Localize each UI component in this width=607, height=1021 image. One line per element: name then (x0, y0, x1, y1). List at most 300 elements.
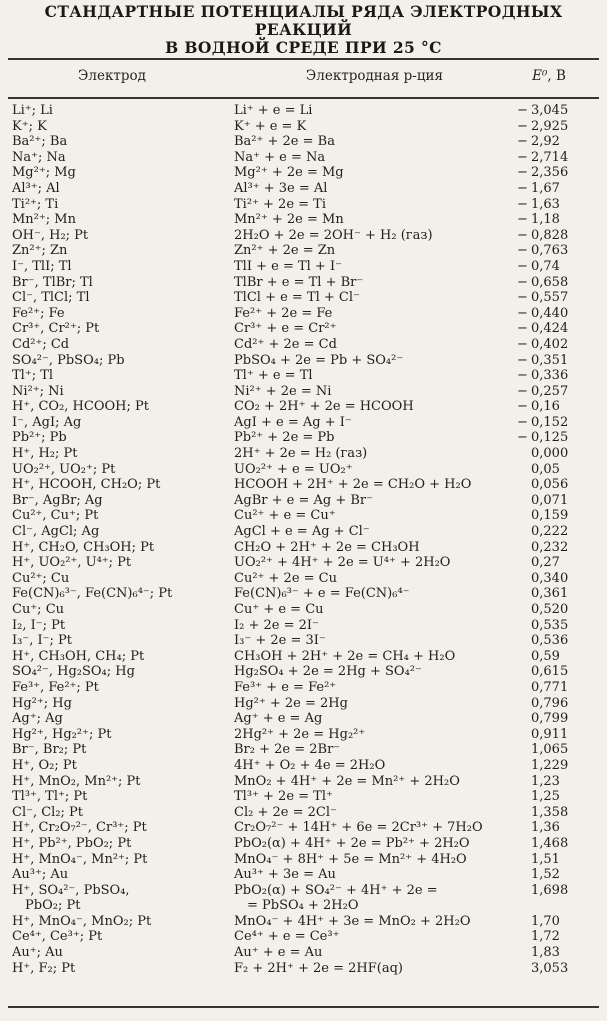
electrode-cell: H⁺, SO₄²⁻, PbSO₄, PbO₂; Pt (12, 882, 130, 914)
potential-cell (517, 820, 599, 836)
table-row (12, 540, 599, 556)
potential-value: 1,25 (531, 789, 560, 805)
reaction-cell: Ti²⁺ + 2e = Ti (234, 196, 327, 212)
potential-cell (517, 212, 599, 228)
reaction-cell: Fe(CN)₆³⁻ + e = Fe(CN)₆⁴⁻ (234, 586, 410, 602)
potential-value: 1,52 (531, 867, 560, 883)
reaction-cell: I₃⁻ + 2e = 3I⁻ (234, 633, 326, 649)
potential-sign: − (517, 196, 528, 212)
reaction-cell: Al³⁺ + 3e = Al (234, 180, 328, 196)
electrode-cell: Br⁻, AgBr; Ag (12, 492, 103, 508)
table-row (12, 477, 599, 493)
potential-value: 0,520 (531, 602, 569, 617)
electrode-cell: I₃⁻, I⁻; Pt (12, 633, 72, 649)
potential-sign: − (517, 134, 528, 150)
potential-cell (517, 711, 599, 727)
table-row (12, 290, 599, 306)
potential-cell (517, 929, 599, 945)
table-row (12, 680, 599, 696)
reaction-cell: Mn²⁺ + 2e = Mn (234, 212, 344, 228)
table-row (12, 493, 599, 509)
potential-sign: − (517, 368, 528, 384)
potential-sign: − (517, 305, 528, 321)
reaction-cell: Na⁺ + e = Na (234, 149, 326, 165)
potential-sign: − (517, 399, 528, 415)
table-row (12, 353, 599, 369)
reaction-cell: Au⁺ + e = Au (234, 945, 323, 961)
potential-value: 0,125 (531, 430, 569, 446)
potential-cell (517, 789, 599, 805)
electrode-cell: Cl⁻, TlCl; Tl (12, 290, 90, 306)
header-potential (503, 68, 595, 84)
reaction-cell: Mg²⁺ + 2e = Mg (234, 165, 344, 181)
potential-cell (517, 275, 599, 291)
electrode-cell: Br⁻, TlBr; Tl (12, 274, 93, 290)
table-row (12, 774, 599, 790)
reaction-cell: Ce⁴⁺ + e = Ce³⁺ (234, 929, 340, 945)
reaction-cell: MnO₄⁻ + 4H⁺ + 3e = MnO₂ + 2H₂O (234, 913, 471, 929)
potential-cell (517, 618, 599, 634)
electrode-cell: SO₄²⁻, Hg₂SO₄; Hg (12, 664, 135, 680)
table-row (12, 368, 599, 384)
potential-value: 0,257 (531, 383, 569, 399)
table-row (12, 664, 599, 680)
table-row (12, 103, 599, 119)
table-row (12, 929, 599, 945)
table-row (12, 197, 599, 213)
table-row (12, 446, 599, 462)
reaction-cell: 2Hg²⁺ + 2e = Hg₂²⁺ (234, 726, 366, 742)
potential-value: 1,358 (531, 804, 569, 820)
potential-sign: − (517, 414, 528, 430)
reaction-cell: AgCl + e = Ag + Cl⁻ (234, 524, 370, 540)
page-title-line2: В ВОДНОЙ СРЕДЕ ПРИ 25 °С (165, 38, 442, 57)
potential-sign: − (517, 165, 528, 181)
potential-cell (517, 555, 599, 571)
potential-value: 0,59 (531, 648, 560, 664)
electrode-cell: Cr³⁺, Cr²⁺; Pt (12, 321, 100, 337)
potential-value: 0,16 (531, 399, 560, 415)
potential-value: 0,351 (531, 352, 569, 368)
potential-value: 0,159 (531, 508, 569, 524)
reaction-cell: Tl⁺ + e = Tl (234, 368, 313, 384)
electrode-cell: Hg²⁺; Hg (12, 695, 72, 711)
reaction-cell: TlI + e = Tl + I⁻ (234, 258, 342, 274)
potential-value: 2,714 (531, 149, 569, 165)
table-row (12, 618, 599, 634)
table-row (12, 306, 599, 322)
table-row (12, 321, 599, 337)
electrode-cell: H⁺, MnO₄⁻, MnO₂; Pt (12, 913, 152, 929)
electrode-cell: Hg²⁺, Hg₂²⁺; Pt (12, 726, 112, 742)
table-row (12, 571, 599, 587)
table-row (12, 337, 599, 353)
reaction-cell: AgBr + e = Ag + Br⁻ (234, 492, 373, 508)
electrode-cell: H⁺, Cr₂O₇²⁻, Cr³⁺; Pt (12, 820, 147, 836)
potential-value: 0,27 (531, 555, 560, 571)
reaction-cell: Cu²⁺ + e = Cu⁺ (234, 508, 336, 524)
table-row (12, 384, 599, 400)
potential-value: 0,056 (531, 477, 569, 493)
potential-cell (517, 368, 599, 384)
potential-cell (517, 134, 599, 150)
electrode-cell: I₂, I⁻; Pt (12, 617, 66, 633)
reaction-cell: Cu²⁺ + 2e = Cu (234, 570, 337, 586)
electrode-cell: H⁺, UO₂²⁺, U⁴⁺; Pt (12, 555, 132, 571)
table-rows (12, 103, 599, 976)
table-row (12, 399, 599, 415)
potential-value: 1,70 (531, 913, 560, 929)
table-row (12, 165, 599, 181)
electrode-cell: Tl⁺; Tl (12, 368, 54, 384)
electrode-cell: Ti²⁺; Ti (12, 196, 59, 212)
potential-value: 0,536 (531, 633, 569, 649)
potential-value: 0,799 (531, 711, 569, 727)
reaction-cell: I₂ + 2e = 2I⁻ (234, 617, 319, 633)
potential-cell (517, 430, 599, 446)
potential-cell (517, 540, 599, 556)
potential-cell (517, 696, 599, 712)
electrode-cell: Cu⁺; Cu (12, 602, 65, 617)
potential-sign: − (517, 258, 528, 274)
page-title-line1: СТАНДАРТНЫЕ ПОТЕНЦИАЛЫ РЯДА ЭЛЕКТРОДНЫХ РЕАКЦИЙ (44, 2, 563, 39)
electrode-cell: Al³⁺; Al (12, 180, 60, 196)
table-row (12, 524, 599, 540)
reaction-cell: Fe²⁺ + 2e = Fe (234, 305, 333, 321)
potential-value: 0,828 (531, 227, 569, 243)
reaction-cell: Cr³⁺ + e = Cr²⁺ (234, 321, 337, 337)
table-row (12, 867, 599, 883)
potential-cell (517, 353, 599, 369)
electrode-cell: Na⁺; Na (12, 149, 66, 165)
reaction-cell: MnO₄⁻ + 8H⁺ + 5e = Mn²⁺ + 4H₂O (234, 851, 467, 867)
reaction-cell: 2H⁺ + 2e = H₂ (газ) (234, 446, 368, 462)
table-row (12, 508, 599, 524)
electrode-cell: I⁻, AgI; Ag (12, 414, 82, 430)
table-row (12, 696, 599, 712)
electrode-cell: SO₄²⁻, PbSO₄; Pb (12, 352, 125, 368)
reaction-cell: 2H₂O + 2e = 2OH⁻ + H₂ (газ) (234, 227, 433, 243)
potential-cell (517, 945, 599, 961)
reaction-cell: Au³⁺ + 3e = Au (234, 867, 336, 883)
table-row (12, 961, 599, 977)
reaction-cell: Ag⁺ + e = Ag (234, 711, 323, 727)
table-row (12, 228, 599, 244)
reaction-cell: Cu⁺ + e = Cu (234, 602, 324, 617)
table-row (12, 711, 599, 727)
electrode-cell: K⁺; K (12, 118, 47, 134)
electrode-cell: H⁺, O₂; Pt (12, 757, 77, 773)
potential-value: 1,72 (531, 929, 560, 945)
electrode-cell: Li⁺; Li (12, 103, 53, 118)
potential-value: 0,05 (531, 461, 560, 477)
electrode-cell: Br⁻, Br₂; Pt (12, 742, 87, 758)
reaction-cell: PbO₂(α) + 4H⁺ + 2e = Pb²⁺ + 2H₂O (234, 835, 470, 851)
reaction-cell: PbSO₄ + 2e = Pb + SO₄²⁻ (234, 352, 404, 368)
potential-value: 0,658 (531, 274, 569, 290)
potential-value: 2,925 (531, 118, 569, 134)
reaction-cell: CH₃OH + 2H⁺ + 2e = CH₄ + H₂O (234, 648, 456, 664)
potential-cell (517, 384, 599, 400)
electrode-cell: H⁺, CH₂O, CH₃OH; Pt (12, 539, 155, 555)
potential-sign: − (517, 180, 528, 196)
electrode-cell: Zn²⁺; Zn (12, 243, 68, 259)
electrode-cell: Cl⁻, AgCl; Ag (12, 524, 100, 540)
potential-sign: − (517, 274, 528, 290)
potential-cell (517, 415, 599, 431)
header-potential-symbol: E⁰ (532, 68, 548, 84)
potential-sign: − (517, 336, 528, 352)
potential-cell (517, 181, 599, 197)
header-potential-unit: , В (547, 68, 566, 84)
potential-cell (517, 103, 599, 119)
potential-cell (517, 852, 599, 868)
potential-value: 0,763 (531, 243, 569, 259)
potential-value: 0,796 (531, 695, 569, 711)
potential-cell (517, 306, 599, 322)
potential-cell (517, 805, 599, 821)
electrode-cell: Cd²⁺; Cd (12, 336, 70, 352)
potential-cell (517, 290, 599, 306)
potential-cell (517, 867, 599, 883)
potential-value: 0,74 (531, 258, 560, 274)
potential-sign: − (517, 118, 528, 134)
electrode-cell: H⁺, CO₂, HCOOH; Pt (12, 399, 149, 415)
electrode-cell: I⁻, TlI; Tl (12, 258, 72, 274)
reaction-cell: Pb²⁺ + 2e = Pb (234, 430, 335, 446)
table-row (12, 212, 599, 228)
reaction-cell: 4H⁺ + O₂ + 4e = 2H₂O (234, 757, 386, 773)
potential-value: 0,152 (531, 414, 569, 430)
potential-value: 0,424 (531, 321, 569, 337)
reaction-cell: Ba²⁺ + 2e = Ba (234, 134, 335, 150)
potential-value: 1,36 (531, 820, 560, 836)
potential-cell (517, 664, 599, 680)
reaction-cell: Hg²⁺ + 2e = 2Hg (234, 695, 348, 711)
reaction-cell: Ni²⁺ + 2e = Ni (234, 383, 332, 399)
table-row (12, 119, 599, 135)
reaction-cell: K⁺ + e = K (234, 118, 307, 134)
potential-cell (517, 243, 599, 259)
electrode-cell: H⁺, MnO₂, Mn²⁺; Pt (12, 773, 141, 789)
potential-cell (517, 228, 599, 244)
potential-cell (517, 836, 599, 852)
electrode-cell: Fe(CN)₆³⁻, Fe(CN)₆⁴⁻; Pt (12, 586, 173, 602)
potential-cell (517, 961, 599, 977)
reaction-cell: Tl³⁺ + 2e = Tl⁺ (234, 789, 333, 805)
potential-cell (517, 462, 599, 478)
table-row (12, 275, 599, 291)
table-row (12, 727, 599, 743)
reaction-cell: TlBr + e = Tl + Br⁻ (234, 274, 364, 290)
potential-value: 1,065 (531, 742, 569, 758)
potential-cell (517, 758, 599, 774)
potential-cell (517, 508, 599, 524)
potential-cell (517, 119, 599, 135)
potential-cell (517, 914, 599, 930)
electrode-cell: Mg²⁺; Mg (12, 165, 76, 181)
table-bottom-rule (8, 1006, 599, 1008)
table-row (12, 243, 599, 259)
table-row (12, 742, 599, 758)
potential-value: 0,440 (531, 305, 569, 321)
potential-sign: − (517, 243, 528, 259)
electrode-cell: H⁺, H₂; Pt (12, 446, 78, 462)
reaction-cell: Cd²⁺ + 2e = Cd (234, 336, 337, 352)
potential-value: 1,51 (531, 851, 560, 867)
potential-value: 0,911 (531, 726, 569, 742)
header-electrode: Электрод (78, 68, 146, 84)
table-row (12, 134, 599, 150)
potential-cell (517, 586, 599, 602)
reaction-cell: CO₂ + 2H⁺ + 2e = HCOOH (234, 399, 414, 415)
table-row (12, 633, 599, 649)
potential-cell (517, 446, 599, 462)
potential-cell (517, 524, 599, 540)
table-row (12, 883, 599, 914)
electrode-cell: Cu²⁺, Cu⁺; Pt (12, 508, 99, 524)
table-row (12, 259, 599, 275)
electrode-cell: Au⁺; Au (12, 945, 63, 961)
potential-cell (517, 477, 599, 493)
potential-value: 3,053 (531, 960, 569, 976)
potential-value: 0,336 (531, 368, 569, 384)
table-row (12, 586, 599, 602)
potential-cell (517, 602, 599, 618)
reaction-cell: Fe³⁺ + e = Fe²⁺ (234, 679, 337, 695)
electrode-cell: H⁺, F₂; Pt (12, 960, 76, 976)
electrode-cell: Fe²⁺; Fe (12, 305, 65, 321)
reaction-cell: Cl₂ + 2e = 2Cl⁻ (234, 804, 337, 820)
reaction-cell: Hg₂SO₄ + 2e = 2Hg + SO₄²⁻ (234, 664, 422, 680)
potential-sign: − (517, 149, 528, 165)
electrode-cell: H⁺, CH₃OH, CH₄; Pt (12, 648, 145, 664)
potential-cell (517, 150, 599, 166)
potential-cell (517, 165, 599, 181)
table-row (12, 789, 599, 805)
potential-cell (517, 727, 599, 743)
electrode-cell: Cl⁻, Cl₂; Pt (12, 804, 84, 820)
table-row (12, 415, 599, 431)
electrode-cell: Mn²⁺; Mn (12, 212, 76, 228)
potential-value: 0,535 (531, 617, 569, 633)
table-row (12, 852, 599, 868)
potential-value: 0,222 (531, 524, 569, 540)
table-row (12, 150, 599, 166)
electrode-cell: Ag⁺; Ag (12, 711, 63, 727)
electrode-cell: Fe³⁺, Fe²⁺; Pt (12, 679, 99, 695)
table-row (12, 430, 599, 446)
potential-cell (517, 633, 599, 649)
potential-value: 0,557 (531, 290, 569, 306)
page-title (0, 3, 607, 57)
reaction-cell: Zn²⁺ + 2e = Zn (234, 243, 336, 259)
reaction-cell: Li⁺ + e = Li (234, 103, 313, 118)
potential-value: 1,698 (531, 882, 569, 898)
potential-value: 1,18 (531, 212, 560, 228)
table-row (12, 181, 599, 197)
potential-cell (517, 680, 599, 696)
table-row (12, 820, 599, 836)
potential-cell (517, 742, 599, 758)
header-reaction: Электродная р-ция (305, 68, 444, 84)
potential-sign: − (517, 103, 528, 118)
potential-value: 0,000 (531, 446, 569, 462)
table-row (12, 945, 599, 961)
potential-sign: − (517, 352, 528, 368)
potential-cell (517, 571, 599, 587)
potential-value: 1,67 (531, 180, 560, 196)
electrode-cell: H⁺, HCOOH, CH₂O; Pt (12, 477, 161, 493)
electrode-cell: Ce⁴⁺, Ce³⁺; Pt (12, 929, 103, 945)
table-row (12, 602, 599, 618)
reaction-cell: AgI + e = Ag + I⁻ (234, 414, 352, 430)
table-row (12, 649, 599, 665)
reaction-cell: UO₂²⁺ + 4H⁺ + 2e = U⁴⁺ + 2H₂O (234, 555, 451, 571)
reaction-cell: Br₂ + 2e = 2Br⁻ (234, 742, 341, 758)
potential-cell (517, 197, 599, 213)
electrode-cell: Au³⁺; Au (12, 867, 69, 883)
reaction-cell: HCOOH + 2H⁺ + 2e = CH₂O + H₂O (234, 477, 472, 493)
table-row (12, 805, 599, 821)
potential-sign: − (517, 321, 528, 337)
reaction-cell: MnO₂ + 4H⁺ + 2e = Mn²⁺ + 2H₂O (234, 773, 460, 789)
potential-cell (517, 774, 599, 790)
electrode-cell: UO₂²⁺, UO₂⁺; Pt (12, 461, 116, 477)
potential-value: 1,229 (531, 757, 569, 773)
potential-value: 0,232 (531, 539, 569, 555)
reaction-cell: TlCl + e = Tl + Cl⁻ (234, 290, 360, 306)
electrode-cell: Pb²⁺; Pb (12, 430, 67, 446)
potential-cell (517, 399, 599, 415)
reaction-cell: CH₂O + 2H⁺ + 2e = CH₃OH (234, 539, 420, 555)
reaction-cell: UO₂²⁺ + e = UO₂⁺ (234, 461, 353, 477)
potential-value: 0,771 (531, 679, 569, 695)
table-header-rule (8, 97, 599, 99)
table-row (12, 836, 599, 852)
table-top-rule (8, 58, 599, 60)
potential-value: 0,361 (531, 586, 569, 602)
potential-sign: − (517, 212, 528, 228)
potential-value: 1,468 (531, 835, 569, 851)
potential-cell (517, 883, 599, 899)
table-row (12, 462, 599, 478)
electrode-cell: H⁺, Pb²⁺, PbO₂; Pt (12, 835, 132, 851)
reaction-cell: Cr₂O₇²⁻ + 14H⁺ + 6e = 2Cr³⁺ + 7H₂O (234, 820, 483, 836)
potential-value: 0,071 (531, 492, 569, 508)
table-row (12, 914, 599, 930)
potential-sign: − (517, 430, 528, 446)
potential-cell (517, 493, 599, 509)
table-row (12, 758, 599, 774)
reaction-cell: F₂ + 2H⁺ + 2e = 2HF(aq) (234, 960, 403, 976)
potential-value: 0,615 (531, 664, 569, 680)
reaction-cell: PbO₂(α) + SO₄²⁻ + 4H⁺ + 2e = = PbSO₄ + 2H₂O (234, 882, 438, 914)
electrode-cell: Tl³⁺, Tl⁺; Pt (12, 789, 88, 805)
potential-value: 1,63 (531, 196, 560, 212)
potential-cell (517, 649, 599, 665)
electrode-cell: Ba²⁺; Ba (12, 134, 68, 150)
electrode-cell: Cu²⁺; Cu (12, 570, 70, 586)
potential-value: 1,83 (531, 945, 560, 961)
potential-value: 0,402 (531, 336, 569, 352)
potential-value: 3,045 (531, 103, 569, 118)
table-row (12, 555, 599, 571)
potential-cell (517, 321, 599, 337)
potential-value: 2,92 (531, 134, 560, 150)
potential-sign: − (517, 290, 528, 306)
electrode-cell: OH⁻, H₂; Pt (12, 227, 89, 243)
